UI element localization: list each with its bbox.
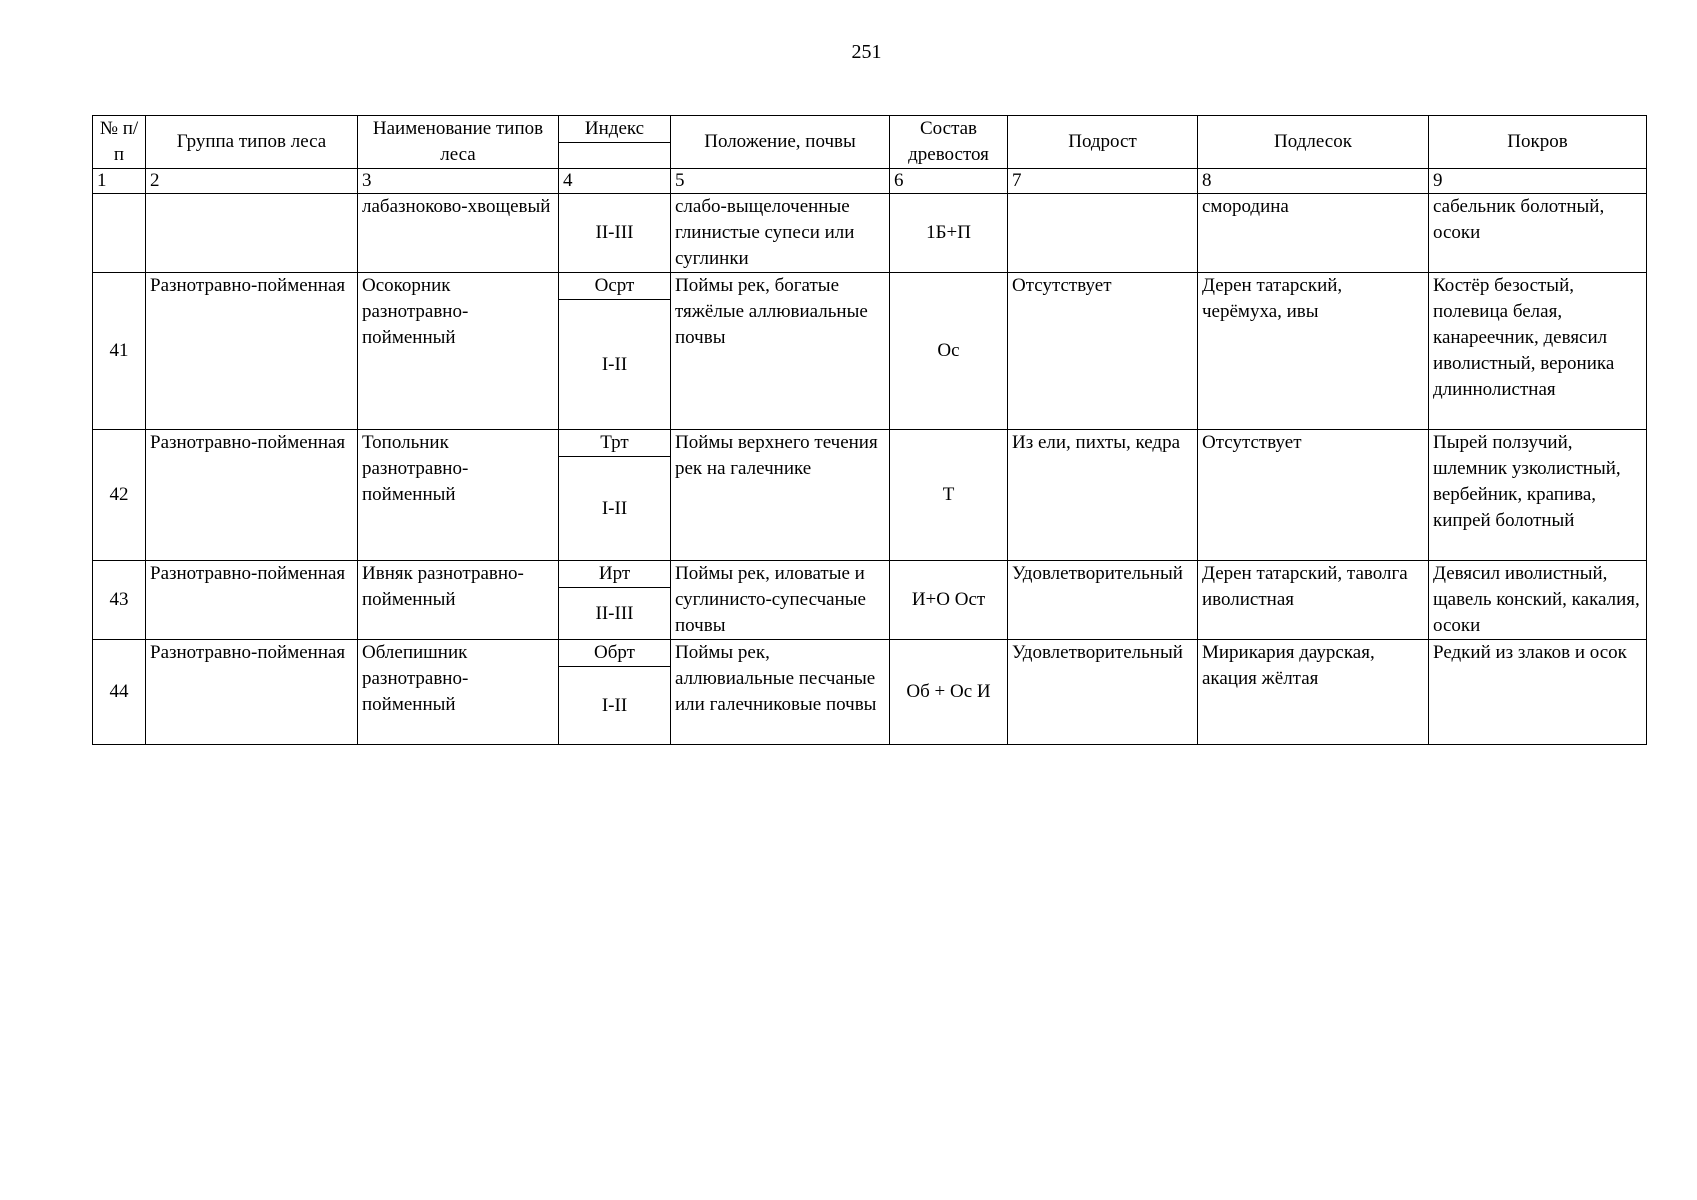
cell-num: 42: [93, 430, 146, 561]
cell-bonitet: II-III: [559, 194, 671, 273]
cell-group: Разнотравно-пойменная: [146, 640, 358, 745]
cell-cover: Девясил иволистный, щавель конский, какалия, осоки: [1429, 561, 1647, 640]
column-number: 3: [358, 169, 559, 194]
table-row-continuation: [93, 194, 1647, 273]
cell-group: Разнотравно-пойменная: [146, 273, 358, 430]
forest-types-table: [92, 115, 1647, 745]
cell-understory: смородина: [1198, 194, 1429, 273]
cell-position: Поймы рек, богатые тяжёлые аллювиальные почвы: [671, 273, 890, 430]
cell-cover: сабельник болотный, осоки: [1429, 194, 1647, 273]
cell-name: Облепишник разнотравно-пойменный: [358, 640, 559, 745]
cell-undergrowth: Из ели, пихты, кедра: [1008, 430, 1198, 561]
cell-group: Разнотравно-пойменная: [146, 561, 358, 640]
cell-position: Поймы рек, иловатые и суглинисто-супесчаные почвы: [671, 561, 890, 640]
header-num: № п/п: [93, 116, 146, 169]
cell-index: Обрт: [559, 640, 671, 667]
cell-undergrowth: Удовлетворительный: [1008, 640, 1198, 745]
cell-index: Трт: [559, 430, 671, 457]
cell-position: Поймы верхнего течения рек на галечнике: [671, 430, 890, 561]
cell-understory: Отсутствует: [1198, 430, 1429, 561]
cell-cover: Костёр безостый, полевица белая, канареечник, девясил иволистный, вероника длиннолистная: [1429, 273, 1647, 430]
column-numbers-row: [93, 169, 1647, 194]
cell-composition: Т: [890, 430, 1008, 561]
cell-name: лабазноково-хвощевый: [358, 194, 559, 273]
cell-undergrowth: [1008, 194, 1198, 273]
cell-understory: Дерен татарский, таволга иволистная: [1198, 561, 1429, 640]
cell-bonitet: II-III: [559, 588, 671, 640]
column-number: 8: [1198, 169, 1429, 194]
cell-understory: Дерен татарский, черёмуха, ивы: [1198, 273, 1429, 430]
cell-num: [93, 194, 146, 273]
column-number: 1: [93, 169, 146, 194]
cell-composition: Ос: [890, 273, 1008, 430]
header-group: Группа типов леса: [146, 116, 358, 169]
header-name: Наименование типов леса: [358, 116, 559, 169]
cell-position: слабо-выщелоченные глинистые супеси или суглинки: [671, 194, 890, 273]
column-number: 2: [146, 169, 358, 194]
column-number: 5: [671, 169, 890, 194]
cell-understory: Мирикария даурская, акация жёлтая: [1198, 640, 1429, 745]
cell-cover: Редкий из злаков и осок: [1429, 640, 1647, 745]
cell-composition: Об + Ос И: [890, 640, 1008, 745]
cell-name: Ивняк разнотравно-пойменный: [358, 561, 559, 640]
cell-group: [146, 194, 358, 273]
cell-bonitet: I-II: [559, 457, 671, 561]
cell-bonitet: I-II: [559, 300, 671, 430]
header-index: Индекс: [559, 116, 671, 143]
cell-cover: Пырей ползучий, шлемник узколистный, вербейник, крапива, кипрей болотный: [1429, 430, 1647, 561]
cell-composition: И+О Ост: [890, 561, 1008, 640]
cell-num: 44: [93, 640, 146, 745]
header-cover: Покров: [1429, 116, 1647, 169]
header-composition: Состав древостоя: [890, 116, 1008, 169]
cell-undergrowth: Удовлетворительный: [1008, 561, 1198, 640]
cell-undergrowth: Отсутствует: [1008, 273, 1198, 430]
cell-composition: 1Б+П: [890, 194, 1008, 273]
header-understory: Подлесок: [1198, 116, 1429, 169]
table-row: [93, 430, 1647, 457]
table-row: [93, 561, 1647, 588]
column-number: 7: [1008, 169, 1198, 194]
table-row: [93, 640, 1647, 667]
column-number: 4: [559, 169, 671, 194]
cell-position: Поймы рек, аллювиальные песчаные или галечниковые почвы: [671, 640, 890, 745]
table-row: [93, 273, 1647, 300]
column-number: 9: [1429, 169, 1647, 194]
header-position: Положение, почвы: [671, 116, 890, 169]
cell-name: Топольник разнотравно-пойменный: [358, 430, 559, 561]
cell-bonitet: I-II: [559, 667, 671, 745]
cell-name: Осокорник разнотравно-пойменный: [358, 273, 559, 430]
header-bonitet: [559, 143, 671, 169]
header-undergrowth: Подрост: [1008, 116, 1198, 169]
cell-num: 41: [93, 273, 146, 430]
cell-index: Ирт: [559, 561, 671, 588]
page-number: 251: [851, 41, 882, 63]
cell-group: Разнотравно-пойменная: [146, 430, 358, 561]
cell-num: 43: [93, 561, 146, 640]
column-number: 6: [890, 169, 1008, 194]
cell-index: Осрт: [559, 273, 671, 300]
